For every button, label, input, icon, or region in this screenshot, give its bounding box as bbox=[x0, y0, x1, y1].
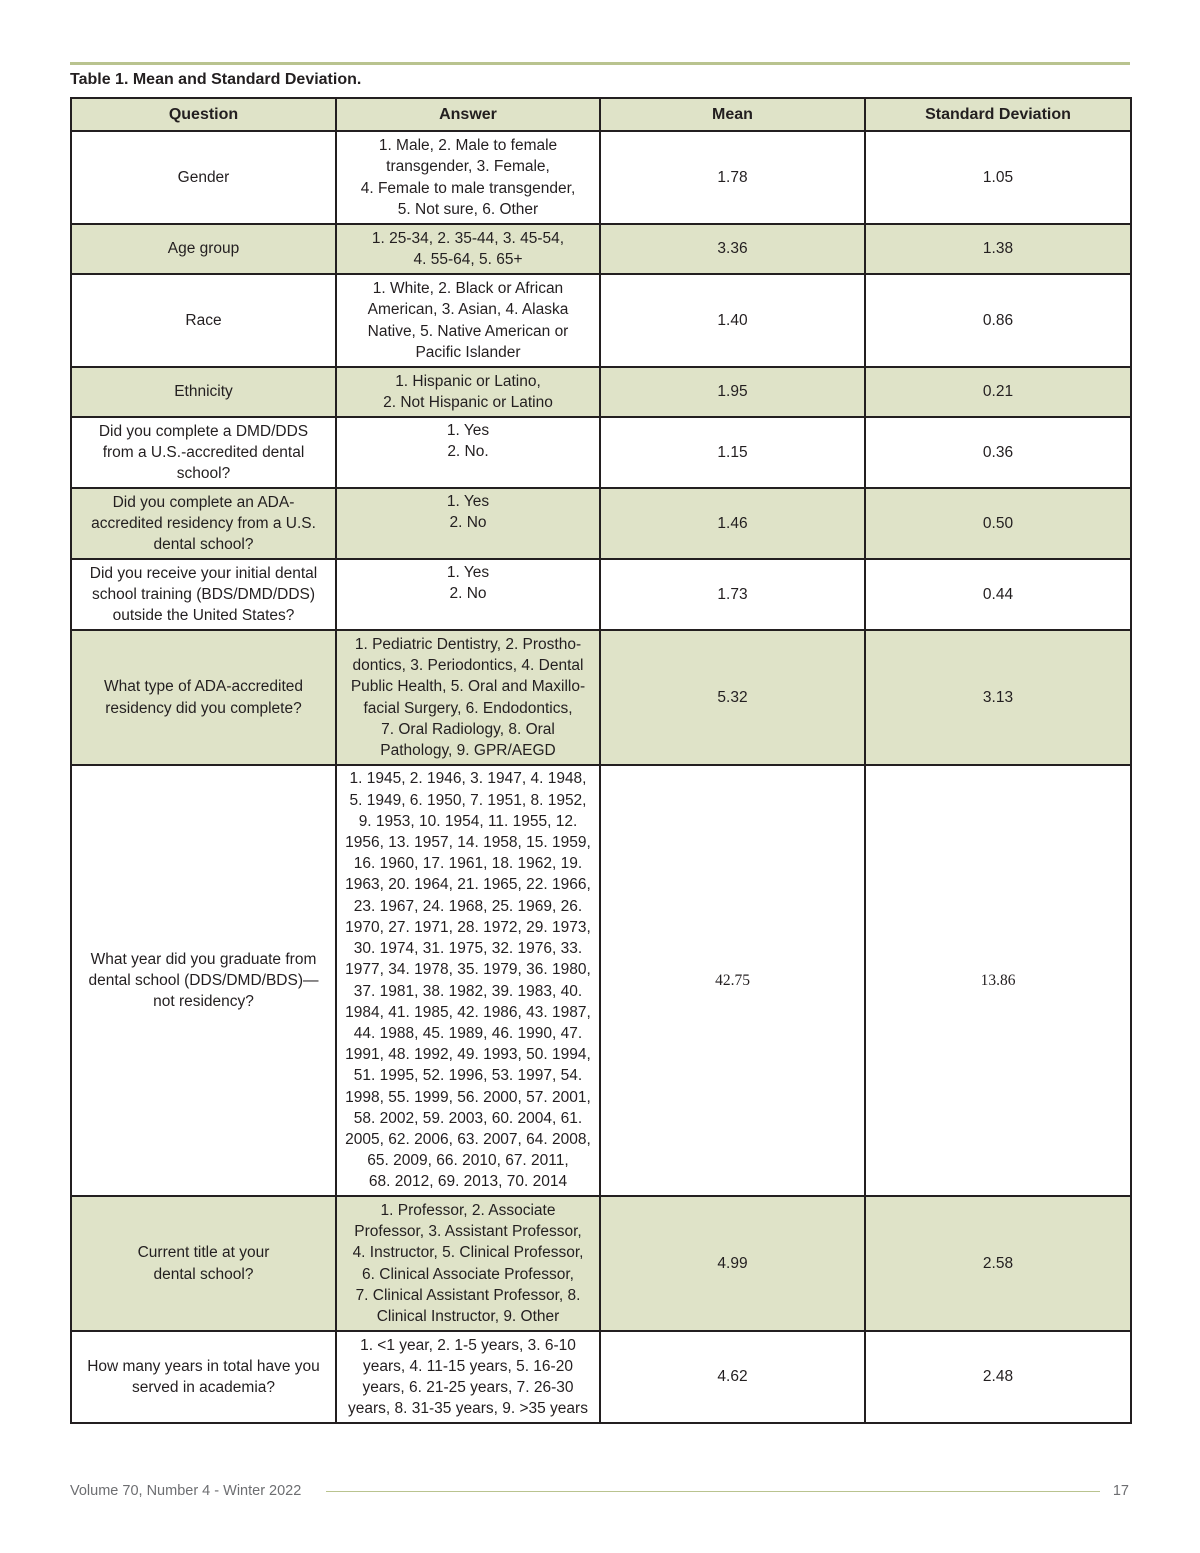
table-row bbox=[71, 367, 1131, 417]
header-answer: Answer bbox=[336, 98, 600, 131]
sd-cell: 1.05 bbox=[865, 131, 1131, 224]
question-cell: What year did you graduate from dental school (DDS/DMD/BDS)— not residency? bbox=[71, 765, 336, 1196]
table-row bbox=[71, 1196, 1131, 1331]
sd-cell: 0.86 bbox=[865, 274, 1131, 367]
sd-cell: 1.38 bbox=[865, 224, 1131, 274]
sd-cell: 0.44 bbox=[865, 559, 1131, 630]
answer-cell: 1. Hispanic or Latino, 2. Not Hispanic or Latino bbox=[336, 367, 600, 417]
table-header-row bbox=[71, 98, 1131, 131]
question-cell: Ethnicity bbox=[71, 367, 336, 417]
mean-cell: 1.78 bbox=[600, 131, 865, 224]
answer-cell: 1. 25-34, 2. 35-44, 3. 45-54, 4. 55-64, 5. 65+ bbox=[336, 224, 600, 274]
question-cell: Gender bbox=[71, 131, 336, 224]
mean-cell: 4.99 bbox=[600, 1196, 865, 1331]
sd-cell: 0.36 bbox=[865, 417, 1131, 488]
mean-cell: 4.62 bbox=[600, 1331, 865, 1423]
sd-cell: 2.58 bbox=[865, 1196, 1131, 1331]
sd-cell: 0.50 bbox=[865, 488, 1131, 559]
sd-cell: 3.13 bbox=[865, 630, 1131, 765]
answer-cell: 1. Yes 2. No bbox=[336, 559, 600, 630]
question-cell: Did you receive your initial dental school training (BDS/DMD/DDS) outside the United States? bbox=[71, 559, 336, 630]
footer-volume: Volume 70, Number 4 - Winter 2022 bbox=[70, 1483, 302, 1499]
table-row bbox=[71, 417, 1131, 488]
mean-cell: 1.46 bbox=[600, 488, 865, 559]
answer-cell: 1. Male, 2. Male to female transgender, 3. Female, 4. Female to male transgender, 5. Not sure, 6. Other bbox=[336, 131, 600, 224]
page-number: 17 bbox=[1112, 1483, 1129, 1499]
table-row bbox=[71, 559, 1131, 630]
mean-cell: 1.95 bbox=[600, 367, 865, 417]
top-rule bbox=[70, 62, 1130, 65]
table-row bbox=[71, 224, 1131, 274]
answer-cell: 1. White, 2. Black or African American, 3. Asian, 4. Alaska Native, 5. Native American or Pacific Islander bbox=[336, 274, 600, 367]
header-standard-deviation: Standard Deviation bbox=[865, 98, 1131, 131]
table-row bbox=[71, 131, 1131, 224]
question-cell: How many years in total have you served in academia? bbox=[71, 1331, 336, 1423]
table-row bbox=[71, 488, 1131, 559]
answer-cell: 1. Yes 2. No bbox=[336, 488, 600, 559]
sd-cell: 2.48 bbox=[865, 1331, 1131, 1423]
header-mean: Mean bbox=[600, 98, 865, 131]
table-row bbox=[71, 274, 1131, 367]
mean-cell: 42.75 bbox=[600, 765, 865, 1196]
answer-cell: 1. Pediatric Dentistry, 2. Prostho- dontics, 3. Periodontics, 4. Dental Public Health, 5. Oral and Maxillo- facial Surgery, 6. Endodontics, 7. Oral Radiology, 8. Oral Pathology, 9. GPR/AEGD bbox=[336, 630, 600, 765]
footer-rule bbox=[326, 1491, 1100, 1492]
question-cell: Current title at your dental school? bbox=[71, 1196, 336, 1331]
answer-cell: 1. <1 year, 2. 1-5 years, 3. 6-10 years, 4. 11-15 years, 5. 16-20 years, 6. 21-25 years, 7. 26-30 years, 8. 31-35 years, 9. >35 years bbox=[336, 1331, 600, 1423]
table-row bbox=[71, 765, 1131, 1196]
mean-cell: 1.15 bbox=[600, 417, 865, 488]
table-row bbox=[71, 630, 1131, 765]
mean-cell: 1.73 bbox=[600, 559, 865, 630]
mean-cell: 5.32 bbox=[600, 630, 865, 765]
answer-cell: 1. 1945, 2. 1946, 3. 1947, 4. 1948, 5. 1949, 6. 1950, 7. 1951, 8. 1952, 9. 1953, 10. 1954, 11. 1955, 12. 1956, 13. 1957, 14. 1958, 15. 1959, 16. 1960, 17. 1961, 18. 1962, 19. 1963, 20. 1964, 21. 1965, 22. 1966, 23. 1967, 24. 1968, 25. 1969, 26. 1970, 27. 1971, 28. 1972, 29. 1973, 30. 1974, 31. 1975, 32. 1976, 33. 1977, 34. 1978, 35. 1979, 36. 1980, 37. 1981, 38. 1982, 39. 1983, 40. 1984, 41. 1985, 42. 1986, 43. 1987, 44. 1988, 45. 1989, 46. 1990, 47. 1991, 48. 1992, 49. 1993, 50. 1994, 51. 1995, 52. 1996, 53. 1997, 54. 1998, 55. 1999, 56. 2000, 57. 2001, 58. 2002, 59. 2003, 60. 2004, 61. 2005, 62. 2006, 63. 2007, 64. 2008, 65. 2009, 66. 2010, 67. 2011, 68. 2012, 69. 2013, 70. 2014 bbox=[336, 765, 600, 1196]
answer-cell: 1. Professor, 2. Associate Professor, 3. Assistant Professor, 4. Instructor, 5. Clinical Professor, 6. Clinical Associate Professor, 7. Clinical Assistant Professor, 8. Clinical Instructor, 9. Other bbox=[336, 1196, 600, 1331]
mean-cell: 3.36 bbox=[600, 224, 865, 274]
question-cell: Did you complete an ADA- accredited residency from a U.S. dental school? bbox=[71, 488, 336, 559]
question-cell: What type of ADA-accredited residency did you complete? bbox=[71, 630, 336, 765]
mean-cell: 1.40 bbox=[600, 274, 865, 367]
question-cell: Age group bbox=[71, 224, 336, 274]
data-table bbox=[70, 97, 1132, 1424]
header-question: Question bbox=[71, 98, 336, 131]
table-caption: Table 1. Mean and Standard Deviation. bbox=[70, 71, 362, 88]
sd-cell: 13.86 bbox=[865, 765, 1131, 1196]
answer-cell: 1. Yes 2. No. bbox=[336, 417, 600, 488]
question-cell: Race bbox=[71, 274, 336, 367]
question-cell: Did you complete a DMD/DDS from a U.S.-accredited dental school? bbox=[71, 417, 336, 488]
sd-cell: 0.21 bbox=[865, 367, 1131, 417]
table-row bbox=[71, 1331, 1131, 1423]
